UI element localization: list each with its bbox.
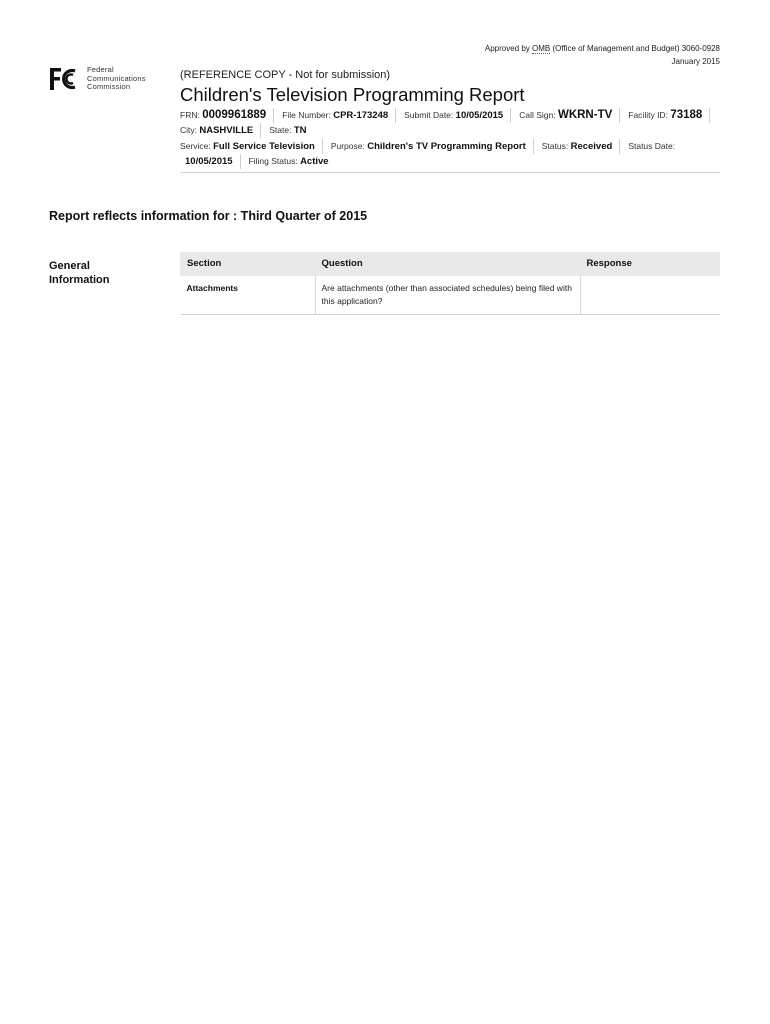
approval-date: January 2015 — [671, 57, 720, 66]
facility-id-value: 73188 — [670, 109, 703, 121]
frn-field — [180, 108, 274, 123]
submit-date-field — [404, 108, 511, 123]
submit-date-label: Submit Date: — [404, 110, 454, 120]
file-number-field — [282, 108, 396, 123]
general-heading-line-1: General — [49, 260, 90, 272]
agency-line-2: Communications — [87, 73, 146, 83]
fcc-logo-mark — [49, 67, 79, 91]
service-label: Service: — [180, 141, 211, 151]
file-number-label: File Number: — [282, 110, 331, 120]
frn-label: FRN: — [180, 110, 200, 120]
frn-value: 0009961889 — [202, 109, 267, 121]
service-field — [180, 139, 323, 154]
omb-approval — [485, 42, 720, 68]
call-sign-field — [519, 108, 620, 123]
row-question-cell: Are attachments (other than associated schedules) being filed with this application? — [315, 276, 580, 315]
city-field — [180, 123, 261, 138]
row-section-cell: Attachments — [181, 276, 316, 315]
omb-abbreviation: OMB — [532, 44, 551, 53]
general-information-table — [180, 252, 720, 315]
status-date-field-label — [628, 139, 682, 154]
facility-id-label: Facility ID: — [628, 110, 668, 120]
table-header-row — [181, 253, 720, 276]
state-label: State: — [269, 125, 292, 135]
purpose-value: Children's TV Programming Report — [367, 141, 526, 152]
status-date-label: Status Date: — [628, 141, 676, 151]
filing-row-2 — [180, 123, 321, 138]
approval-rest: (Office of Management and Budget) 3060-0928 — [550, 44, 720, 53]
filing-status-field — [249, 154, 336, 169]
filing-row-3 — [180, 139, 690, 154]
fcc-agency-name — [87, 66, 146, 92]
column-header-response: Response — [580, 253, 720, 276]
status-label: Status: — [541, 141, 569, 151]
approval-prefix: Approved by — [484, 44, 533, 53]
status-date-field-value — [185, 154, 241, 169]
reference-copy-note: (REFERENCE COPY - Not for submission) — [180, 69, 391, 81]
file-number-value: CPR-173248 — [333, 110, 389, 121]
status-value: Received — [570, 141, 613, 152]
filing-status-label: Filing Status: — [248, 156, 298, 166]
filing-row-4 — [185, 154, 344, 169]
page-title: Children's Television Programming Report — [180, 84, 525, 105]
table-row — [181, 276, 720, 315]
row-response-cell — [580, 276, 720, 315]
city-value: NASHVILLE — [199, 125, 254, 136]
agency-line-3: Commission — [87, 82, 131, 91]
general-heading-line-2: Information — [49, 274, 110, 286]
reporting-period-heading: Report reflects information for : Third Quarter of 2015 — [49, 209, 368, 223]
call-sign-label: Call Sign: — [519, 110, 556, 120]
fcc-logo — [49, 66, 146, 92]
state-value: TN — [293, 125, 307, 136]
status-field — [542, 139, 621, 154]
general-information-heading — [49, 259, 159, 287]
purpose-field — [331, 139, 534, 154]
header-divider — [180, 172, 720, 173]
filing-status-value: Active — [300, 156, 329, 167]
purpose-label: Purpose: — [330, 141, 365, 151]
call-sign-value: WKRN-TV — [557, 109, 613, 121]
state-field — [269, 123, 313, 138]
submit-date-value: 10/05/2015 — [455, 110, 504, 121]
agency-line-1: Federal — [87, 65, 114, 74]
facility-id-field — [628, 108, 710, 123]
filing-row-1 — [180, 108, 718, 123]
service-value: Full Service Television — [213, 141, 315, 152]
status-date-value: 10/05/2015 — [185, 156, 233, 167]
column-header-question: Question — [315, 253, 580, 276]
column-header-section: Section — [181, 253, 316, 276]
city-label: City: — [180, 125, 197, 135]
